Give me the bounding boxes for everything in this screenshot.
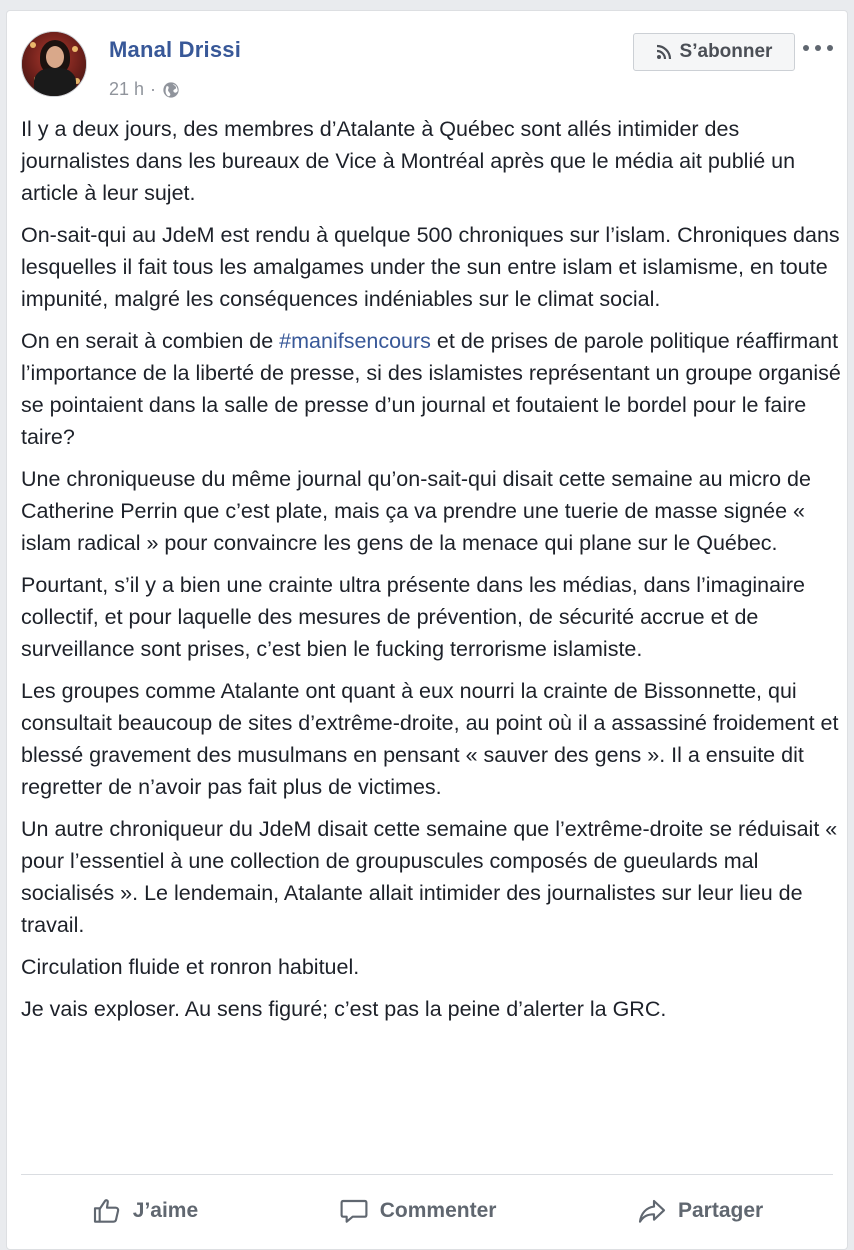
share-icon bbox=[636, 1195, 668, 1227]
author-name[interactable]: Manal Drissi bbox=[109, 37, 242, 62]
author-avatar[interactable] bbox=[21, 31, 87, 97]
rss-icon bbox=[656, 44, 672, 60]
avatar-light-dot bbox=[30, 42, 36, 48]
comment-icon bbox=[338, 1195, 370, 1227]
more-dot bbox=[827, 45, 833, 51]
post-body bbox=[21, 113, 841, 1035]
action-divider bbox=[21, 1174, 833, 1175]
like-label: J’aime bbox=[132, 1199, 199, 1222]
post-header bbox=[21, 31, 833, 101]
post-paragraph: Je vais exploser. Au sens figuré; c’est pas la peine d’alerter la GRC. bbox=[21, 997, 667, 1021]
more-options-icon[interactable] bbox=[803, 37, 833, 59]
more-dot bbox=[803, 45, 809, 51]
more-dot bbox=[815, 45, 821, 51]
avatar-face bbox=[46, 46, 64, 68]
post-paragraph: On-sait-qui au JdeM est rendu à quelque 500 chroniques sur l’islam. Chroniques dans lesquelles il fait tous les amalgames under the sun entre islam et islamisme, en toute impunité, malgré les conséquences indéniables sur le climat social. bbox=[21, 223, 840, 311]
meta-separator: · bbox=[150, 79, 157, 99]
post-card bbox=[6, 10, 848, 1250]
share-label: Partager bbox=[678, 1199, 764, 1222]
avatar-body bbox=[34, 68, 76, 97]
comment-label: Commenter bbox=[379, 1199, 497, 1222]
subscribe-label: S’abonner bbox=[679, 41, 773, 62]
subscribe-button[interactable] bbox=[633, 33, 795, 71]
post-paragraph: Circulation fluide et ronron habituel. bbox=[21, 955, 360, 979]
post-meta bbox=[109, 79, 180, 100]
post-actions bbox=[21, 1181, 833, 1241]
hashtag-link[interactable]: #manifsencours bbox=[279, 329, 431, 353]
post-paragraph: Pourtant, s’il y a bien une crainte ultra présente dans les médias, dans l’imaginaire collectif, et pour laquelle des mesures de prévention, de sécurité accrue et de surveillance sont prises, c’est bien le fucking terrorisme islamiste. bbox=[21, 573, 805, 661]
post-paragraph: Un autre chroniqueur du JdeM disait cette semaine que l’extrême-droite se réduisait « pour l’essentiel à une collection de groupuscules composés de gueulards mal socialisés ». Le lendemain, Atalante allait intimider des journalistes sur leur lieu de travail. bbox=[21, 817, 838, 937]
paragraph-text: et de prises de parole politique réaffirmant l’importance de la liberté de presse, si des islamistes représentant un groupe organisé se pointaient dans la salle de presse d’un journal et foutaient le bordel pour le faire taire? bbox=[21, 329, 841, 449]
avatar-light-dot bbox=[72, 46, 78, 52]
post-paragraph: Les groupes comme Atalante ont quant à eux nourri la crainte de Bissonnette, qui consultait beaucoup de sites d’extrême-droite, au point où il a assassiné froidement et blessé gravement des musulmans en pensant « sauver des gens ». Il a ensuite dit regretter de n’avoir pas fait plus de victimes. bbox=[21, 679, 839, 799]
post-timestamp[interactable]: 21 h bbox=[109, 79, 145, 99]
post-paragraph: Il y a deux jours, des membres d’Atalante à Québec sont allés intimider des journalistes dans les bureaux de Vice à Montréal après que le média ait publié un article à leur sujet. bbox=[21, 117, 796, 205]
globe-icon[interactable] bbox=[162, 81, 180, 99]
share-button[interactable] bbox=[636, 1195, 763, 1227]
paragraph-text: On en serait à combien de bbox=[21, 329, 280, 353]
like-button[interactable] bbox=[91, 1195, 198, 1227]
post-paragraph: Une chroniqueuse du même journal qu’on-sait-qui disait cette semaine au micro de Catherine Perrin que c’est plate, mais ça va prendre une tuerie de masse signée « islam radical » pour convaincre les gens de la menace qui plane sur le Québec. bbox=[21, 467, 811, 555]
thumbs-up-icon bbox=[91, 1195, 123, 1227]
comment-button[interactable] bbox=[338, 1195, 497, 1227]
post-paragraph bbox=[21, 325, 841, 453]
